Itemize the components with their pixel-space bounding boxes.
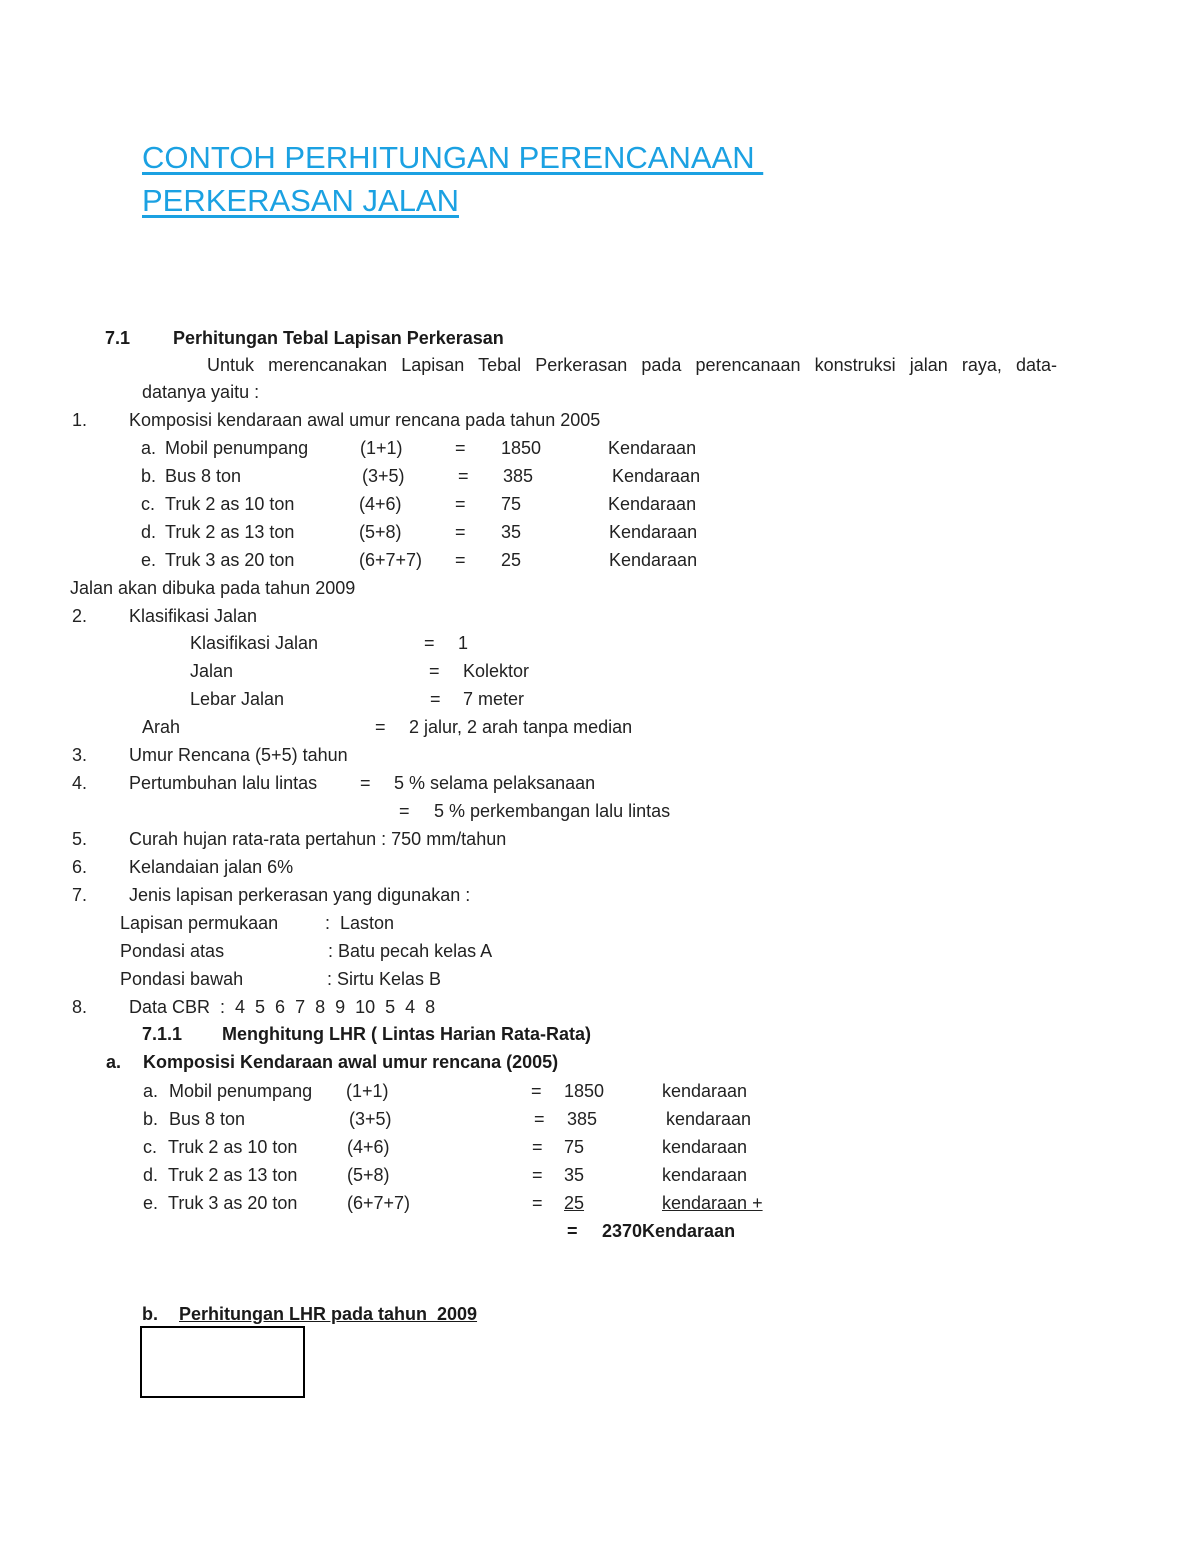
- spec-label: Jalan: [190, 661, 234, 681]
- total-equals-sign: =: [567, 1221, 578, 1241]
- vehicle-name: Truk 2 as 13 ton: [168, 1165, 298, 1185]
- list-number: 2.: [72, 606, 88, 626]
- unit-label: Kendaraan: [608, 438, 697, 458]
- equals-sign: =: [532, 1165, 543, 1185]
- layer-value: : Sirtu Kelas B: [327, 969, 442, 989]
- unit-label: kendaraan: [662, 1165, 748, 1185]
- vehicle-count: 1850: [564, 1081, 605, 1101]
- equals-sign: =: [424, 633, 435, 653]
- row-letter: b.: [141, 466, 157, 486]
- axle-code: (3+5): [362, 466, 405, 486]
- vehicle-count: 25: [501, 550, 522, 570]
- row-letter: e.: [141, 550, 157, 570]
- vehicle-name: Bus 8 ton: [165, 466, 242, 486]
- formula-box: [140, 1326, 305, 1398]
- row-letter: b.: [143, 1109, 159, 1129]
- equals-sign: =: [531, 1081, 542, 1101]
- list-item-text: Data CBR : 4 5 6 7 8 9 10 5 4 8: [129, 997, 436, 1017]
- page-title-line-2: PERKERASAN JALAN: [142, 183, 459, 218]
- list-number: 8.: [72, 997, 88, 1017]
- equals-sign: =: [375, 717, 386, 737]
- axle-code: (6+7+7): [359, 550, 423, 570]
- vehicle-name: Mobil penumpang: [169, 1081, 313, 1101]
- opening-note: Jalan akan dibuka pada tahun 2009: [70, 578, 356, 598]
- vehicle-count: 1850: [501, 438, 542, 458]
- unit-label: Kendaraan: [609, 550, 698, 570]
- list-item-text: Curah hujan rata-rata pertahun : 750 mm/tahun: [129, 829, 507, 849]
- sub-heading: Perhitungan LHR pada tahun 2009: [179, 1304, 478, 1324]
- layer-value: : Batu pecah kelas A: [328, 941, 493, 961]
- vehicle-name: Mobil penumpang: [165, 438, 309, 458]
- spec-label: Klasifikasi Jalan: [190, 633, 319, 653]
- row-letter: d.: [141, 522, 157, 542]
- total-vehicles: 2370Kendaraan: [602, 1221, 736, 1241]
- sub-letter: b.: [142, 1304, 158, 1324]
- page-title-line-1: CONTOH PERHITUNGAN PERENCANAAN: [142, 140, 764, 175]
- intro-paragraph-line-2: datanya yaitu :: [142, 382, 260, 402]
- spec-value: Kolektor: [463, 661, 530, 681]
- list-item-text: Jenis lapisan perkerasan yang digunakan :: [129, 885, 471, 905]
- equals-sign: =: [532, 1193, 543, 1213]
- growth-value: 5 % selama pelaksanaan: [394, 773, 596, 793]
- equals-sign: =: [455, 494, 466, 514]
- row-letter: c.: [141, 494, 156, 514]
- list-number: 6.: [72, 857, 88, 877]
- axle-code: (5+8): [347, 1165, 390, 1185]
- list-number: 3.: [72, 745, 88, 765]
- unit-label: Kendaraan: [609, 522, 698, 542]
- equals-sign: =: [429, 661, 440, 681]
- axle-code: (1+1): [360, 438, 403, 458]
- spec-value: 7 meter: [463, 689, 525, 709]
- equals-sign: =: [532, 1137, 543, 1157]
- subsection-number: 7.1.1: [142, 1024, 183, 1044]
- unit-label: kendaraan +: [662, 1193, 763, 1213]
- equals-sign: =: [455, 522, 466, 542]
- list-number: 5.: [72, 829, 88, 849]
- equals-sign: =: [399, 801, 410, 821]
- section-heading: Perhitungan Tebal Lapisan Perkerasan: [173, 328, 504, 348]
- layer-value: : Laston: [325, 913, 395, 933]
- list-item-text: Umur Rencana (5+5) tahun: [129, 745, 348, 765]
- vehicle-name: Bus 8 ton: [169, 1109, 246, 1129]
- layer-label: Pondasi bawah: [120, 969, 244, 989]
- equals-sign: =: [455, 438, 466, 458]
- vehicle-name: Truk 2 as 13 ton: [165, 522, 295, 542]
- vehicle-count: 25: [564, 1193, 585, 1213]
- axle-code: (3+5): [349, 1109, 392, 1129]
- equals-sign: =: [534, 1109, 545, 1129]
- vehicle-name: Truk 2 as 10 ton: [165, 494, 295, 514]
- unit-label: kendaraan: [666, 1109, 752, 1129]
- spec-label: Lebar Jalan: [190, 689, 285, 709]
- vehicle-count: 385: [567, 1109, 598, 1129]
- equals-sign: =: [458, 466, 469, 486]
- axle-code: (4+6): [347, 1137, 390, 1157]
- layer-label: Pondasi atas: [120, 941, 225, 961]
- list-item-text: Pertumbuhan lalu lintas: [129, 773, 318, 793]
- list-item-text: Kelandaian jalan 6%: [129, 857, 294, 877]
- spec-label: Arah: [142, 717, 181, 737]
- growth-value: 5 % perkembangan lalu lintas: [434, 801, 671, 821]
- vehicle-name: Truk 2 as 10 ton: [168, 1137, 298, 1157]
- unit-label: Kendaraan: [612, 466, 701, 486]
- list-number: 7.: [72, 885, 88, 905]
- spec-value: 1: [458, 633, 469, 653]
- row-letter: d.: [143, 1165, 159, 1185]
- row-letter: a.: [141, 438, 157, 458]
- intro-paragraph-line-1: Untuk merencanakan Lapisan Tebal Perkerasan pada perencanaan konstruksi jalan raya, data-: [207, 355, 1057, 375]
- row-letter: a.: [143, 1081, 159, 1101]
- vehicle-count: 35: [501, 522, 522, 542]
- list-number: 1.: [72, 410, 88, 430]
- row-letter: c.: [143, 1137, 158, 1157]
- axle-code: (1+1): [346, 1081, 389, 1101]
- unit-label: Kendaraan: [608, 494, 697, 514]
- vehicle-name: Truk 3 as 20 ton: [168, 1193, 298, 1213]
- axle-code: (4+6): [359, 494, 402, 514]
- list-item-text: Klasifikasi Jalan: [129, 606, 258, 626]
- list-number: 4.: [72, 773, 88, 793]
- sub-letter: a.: [106, 1052, 122, 1072]
- axle-code: (5+8): [359, 522, 402, 542]
- vehicle-count: 385: [503, 466, 534, 486]
- equals-sign: =: [360, 773, 371, 793]
- layer-label: Lapisan permukaan: [120, 913, 279, 933]
- unit-label: kendaraan: [662, 1137, 748, 1157]
- equals-sign: =: [455, 550, 466, 570]
- section-number: 7.1: [105, 328, 131, 348]
- vehicle-count: 75: [564, 1137, 585, 1157]
- spec-value: 2 jalur, 2 arah tanpa median: [409, 717, 633, 737]
- sub-heading: Komposisi Kendaraan awal umur rencana (2005): [143, 1052, 559, 1072]
- row-letter: e.: [143, 1193, 159, 1213]
- vehicle-count: 75: [501, 494, 522, 514]
- vehicle-name: Truk 3 as 20 ton: [165, 550, 295, 570]
- unit-label: kendaraan: [662, 1081, 748, 1101]
- axle-code: (6+7+7): [347, 1193, 411, 1213]
- subsection-heading: Menghitung LHR ( Lintas Harian Rata-Rata): [222, 1024, 592, 1044]
- vehicle-count: 35: [564, 1165, 585, 1185]
- equals-sign: =: [430, 689, 441, 709]
- list-item-text: Komposisi kendaraan awal umur rencana pada tahun 2005: [129, 410, 601, 430]
